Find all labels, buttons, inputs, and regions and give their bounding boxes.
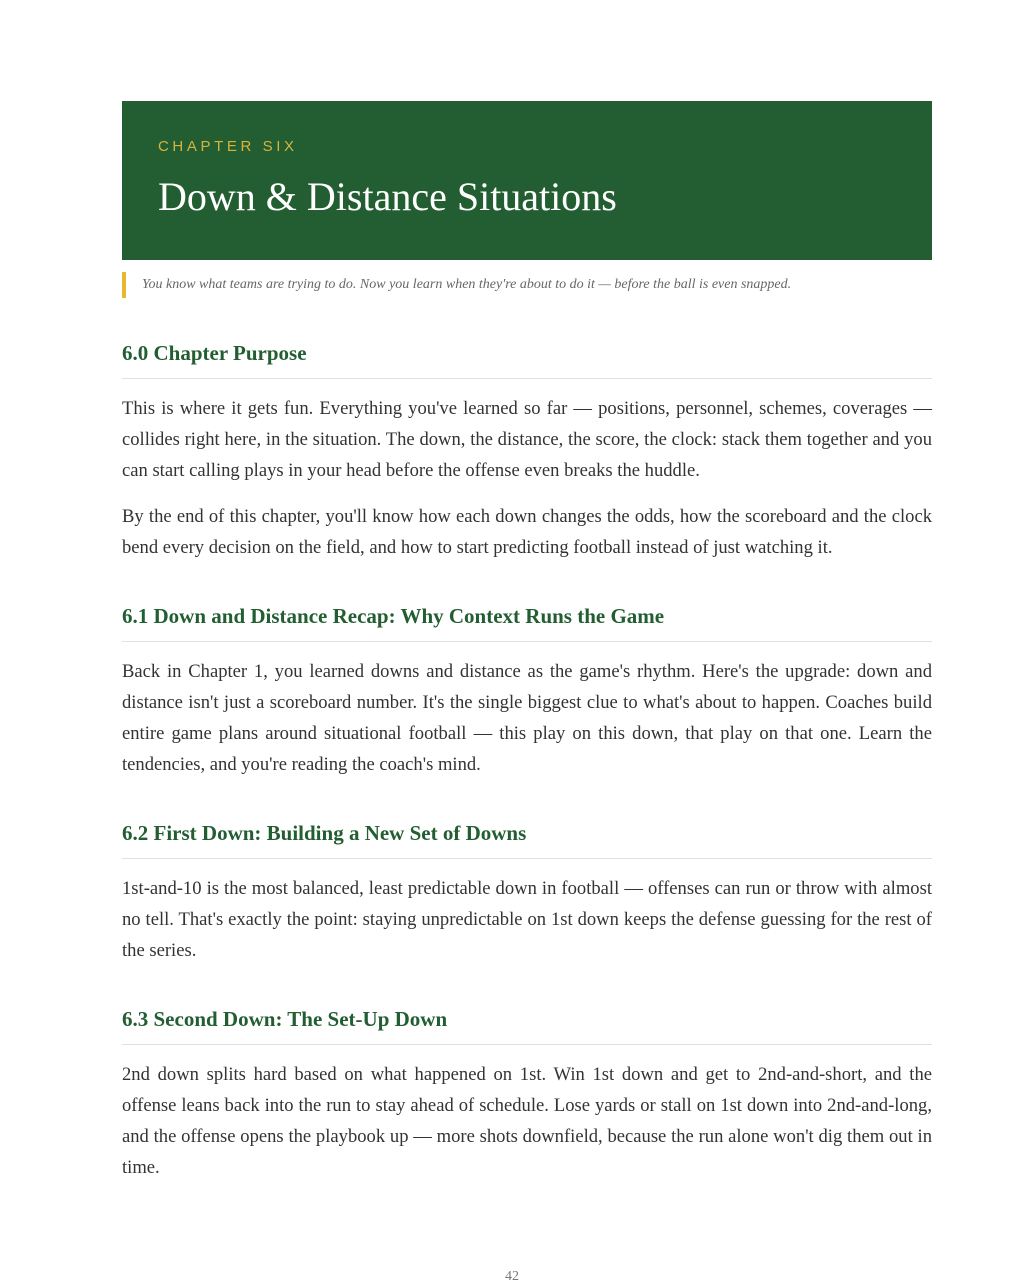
section-heading: 6.1 Down and Distance Recap: Why Context Runs the Game (122, 603, 932, 642)
section-heading: 6.3 Second Down: The Set-Up Down (122, 1006, 932, 1045)
section-6-1 (122, 603, 932, 780)
section-heading: 6.0 Chapter Purpose (122, 340, 932, 379)
body-paragraph: Back in Chapter 1, you learned downs and distance as the game's rhythm. Here's the upgrade: down and distance isn't just a scoreboard number. It's the single biggest clue to what's about to happen. Coaches build entire game plans around situational football — this play on this down, that play on that one. Learn the tendencies, and you're reading the coach's mind. (122, 661, 932, 775)
chapter-title: Down & Distance Situations (158, 174, 617, 219)
section-6-0 (122, 340, 932, 563)
chapter-epigraph: You know what teams are trying to do. Now you learn when they're about to do it — before the ball is even snapped. (122, 272, 932, 298)
page-number: 42 (505, 1269, 519, 1284)
section-6-2 (122, 820, 932, 966)
chapter-number: CHAPTER SIX (158, 138, 298, 155)
body-paragraph: This is where it gets fun. Everything you've learned so far — positions, personnel, schemes, coverages — collides right here, in the situation. The down, the distance, the score, the clock: stack them together and you can start calling plays in your head before the offense even breaks the huddle. (122, 398, 932, 481)
chapter-banner (122, 101, 932, 260)
body-paragraph: By the end of this chapter, you'll know how each down changes the odds, how the scoreboard and the clock bend every decision on the field, and how to start predicting football instead of just watching it. (122, 506, 932, 558)
body-paragraph: 2nd down splits hard based on what happened on 1st. Win 1st down and get to 2nd-and-short, and the offense leans back into the run to stay ahead of schedule. Lose yards or stall on 1st down into 2nd-and-long, and the offense opens the playbook up — more shots downfield, because the run alone won't dig them out in time. (122, 1064, 932, 1178)
body-paragraph: 1st-and-10 is the most balanced, least predictable down in football — offenses can run or throw with almost no tell. That's exactly the point: staying unpredictable on 1st down keeps the defense guessing for the rest of the series. (122, 878, 932, 961)
section-heading: 6.2 First Down: Building a New Set of Downs (122, 820, 932, 859)
section-6-3 (122, 1006, 932, 1183)
page-content (122, 101, 932, 1183)
